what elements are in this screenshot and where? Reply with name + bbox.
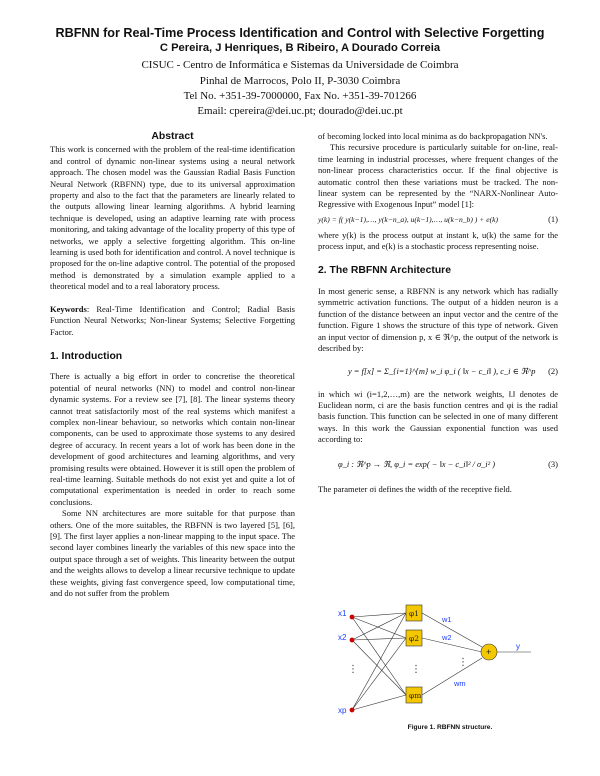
- hidden-label-2: φ2: [409, 634, 420, 643]
- intro-paragraph-1: There is actually a big effort in order to concretise the theoretical potential of neural networks (NN) to model and control non-linear dynamic systems. For a review see [7], [8]. The linear systems theory cannot treat satisfactorily most of the real systems which manifest a complex non-linear behaviour, so networks which contain non-linear components, can be used to approximate those systems to any desired degree of accuracy. In recent years a lot of work has been done in the development of good architectures and learning algorithms, and very promising results were obtained. However it is still open the problem of real-time learning. Suitable methods do not exist yet and quite a lot of computational experimentation is needed in order to reach some conclusions.: [50, 371, 295, 507]
- right-column: [318, 131, 558, 495]
- weight-label-2: w2: [442, 633, 452, 642]
- weight-label-m: wm: [454, 679, 466, 688]
- hidden-label-m: φm: [409, 691, 422, 700]
- intro-heading: 1. Introduction: [50, 350, 123, 362]
- hidden-ellipsis: ⋮: [411, 664, 421, 675]
- input-label-1: x1: [338, 609, 347, 618]
- left-column: [50, 131, 295, 599]
- keywords-text: : Real-Time Identification and Control; Radial Basis Function Neural Networks; Non-linear Systems; Selective Forgetting Factor.: [50, 303, 295, 337]
- input-node-p: [350, 708, 355, 713]
- right-paragraph-5: The parameter σi defines the width of the receptive field.: [318, 483, 512, 494]
- address: Pinhal de Marrocos, Polo II, P-3030 Coimbra: [199, 75, 401, 87]
- intro-paragraph-2: Some NN architectures are more suitable for that purpose than others. One of the more suitables, the RBFNN is two layered [5], [6], [9]. The first layer applies a non-linear mapping to the input space. The second layer combines linearly the variables of this new space into the output space through a set of weights. This linearity between the output and the weights allows to develop a linear recursive technique to update these weights, giving fast convergence speed, low computational time, and do not suffer from the problem: [50, 508, 295, 599]
- equation-2: y = f[x] = Σ_{i=1}^{m} w_i φ_i ( ‖x − c_i‖ ), c_i ∈ ℜ^p: [348, 366, 536, 376]
- abstract-heading: Abstract: [151, 131, 194, 142]
- keywords: [50, 304, 295, 338]
- right-paragraph-4: in which wi (i=1,2,…,m) are the network weights, ‖.‖ denotes de Euclidean norm, ci are the basis function centres and φi is the radial basis function. This function can be selected in one of many different ways. In this work the Gaussian exponential function was used according to:: [318, 388, 558, 445]
- paper-title: RBFNN for Real-Time Process Identification and Control with Selective Forgetting: [55, 26, 545, 40]
- right-paragraph-1: This recursive procedure is particularly suitable for on-line, real-time learning in industrial processes, where frequent changes of the non-linear process characteristics occur. If the final objective is automatic control then these variations must be tracked. The non-linear system can be represented by the “NARX-Nonlinear Auto-Regressive with Exogenous Input” model [1]:: [318, 142, 558, 210]
- sum-symbol: +: [486, 647, 492, 657]
- output-label: y: [516, 642, 520, 651]
- figure-caption: Figure 1. RBFNN structure.: [407, 724, 493, 731]
- phone-fax: Tel No. +351-39-7000000, Fax No. +351-39-701266: [183, 90, 417, 102]
- input-node-1: [350, 615, 355, 620]
- rbfnn-structure-figure: [336, 600, 541, 725]
- equation-1-row: [318, 213, 558, 228]
- right-paragraph-3: In most generic sense, a RBFNN is any network which has radially symmetric activation functions. The output of a hidden neuron is a function of the distance between an input vector and the centre of the function. Figure 1 shows the structure of this type of network. Given an input vector of dimension p, x ∈ ℜ^p, the output of the network is described by:: [318, 286, 558, 354]
- equation-2-row: [318, 358, 558, 386]
- keywords-label: Keywords: [50, 303, 87, 314]
- weight-ellipsis: ⋮: [458, 657, 468, 668]
- affiliation: CISUC - Centro de Informática e Sistemas da Universidade de Coimbra: [141, 59, 459, 71]
- input-label-p: xp: [338, 706, 347, 715]
- weight-label-1: w1: [442, 615, 452, 624]
- connection-lines: [352, 613, 531, 710]
- input-label-2: x2: [338, 633, 347, 642]
- equation-3-number: (3): [548, 458, 558, 469]
- paper-authors: C Pereira, J Henriques, B Ribeiro, A Dourado Correia: [159, 42, 441, 54]
- right-paragraph-0: of becoming locked into local minima as do backpropagation NN's.: [318, 131, 548, 141]
- equation-1-number: (1): [548, 213, 558, 224]
- abstract-text: This work is concerned with the problem of the real-time identification and control of dynamic non-linear systems using a neural network approach. The chosen model was the Gaussian Radial Basis Function Neural Network (RBFNN) type, due to its universal approximation property and also to the fact that the parameters are linearly related to the outputs allowing linear learning algorithms. A hybrid learning technique is developed, using an adaptive learning rate with process monitoring, and taking advantage of the locality property of this type of networks, we apply a selective forgetting algorithm. This on-line learning is used both for identification and control. A novel technique is proposed for the on-line adaptive control. The potential of the proposed method is demonstrated by a simulation example applied to a theoretical model and to a real laboratory process.: [50, 144, 295, 292]
- equation-3-row: [318, 449, 558, 481]
- input-ellipsis: ⋮: [348, 664, 358, 675]
- email-line: Email: cpereira@dei.uc.pt; dourado@dei.uc.pt: [197, 105, 403, 117]
- equation-3: φ_i : ℜ^p → ℜ, φ_i = exp( − ‖x − c_i‖² / σ_i² ): [338, 459, 496, 469]
- equation-1: y(k) = f( y(k−1),…, y(k−n_a), u(k−1),…, u(k−n_b) ) + e(k): [318, 214, 499, 224]
- hidden-label-1: φ1: [409, 609, 420, 618]
- input-node-2: [350, 638, 355, 643]
- right-paragraph-2: where y(k) is the process output at instant k, u(k) the same for the process input, and e(k) is a stochastic process representing noise.: [318, 229, 558, 252]
- equation-2-number: (2): [548, 365, 558, 376]
- rbfnn-heading: 2. The RBFNN Architecture: [318, 264, 451, 276]
